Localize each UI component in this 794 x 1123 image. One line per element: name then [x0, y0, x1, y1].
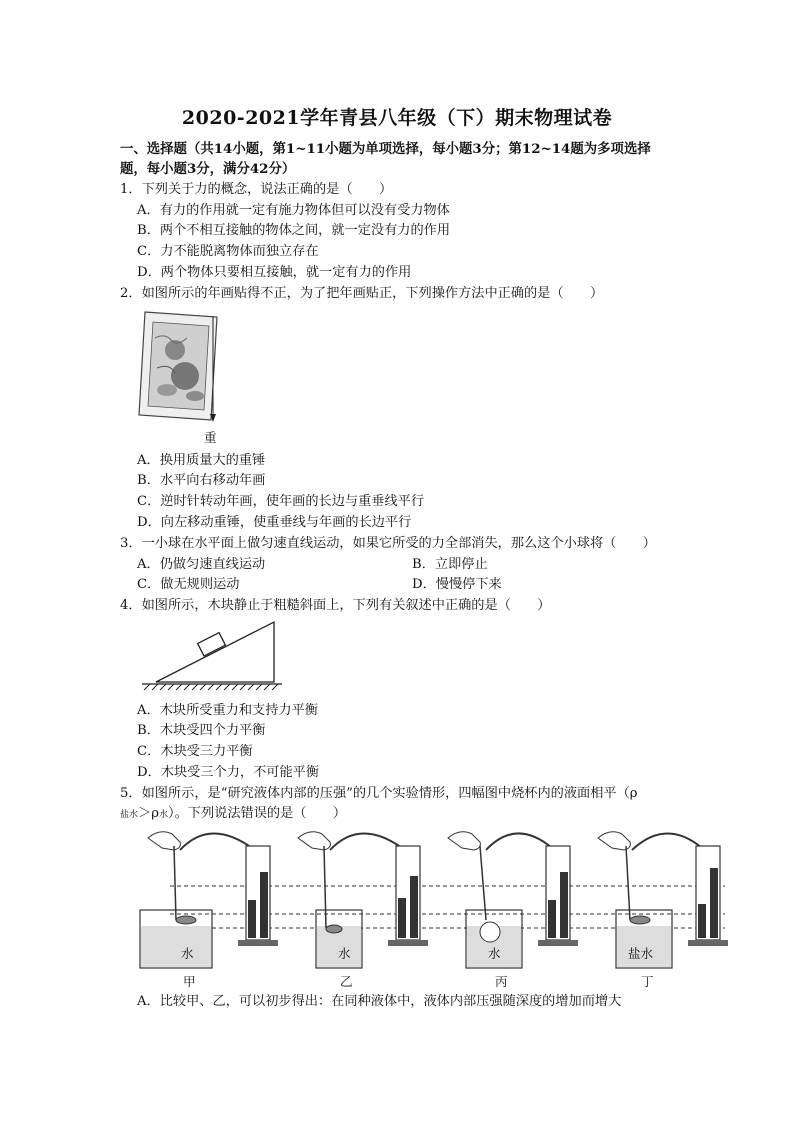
question-3-option-b: B．立即停止	[412, 557, 488, 572]
question-4-option-a: A．木块所受重力和支持力平衡	[137, 703, 318, 718]
question-3-option-a: A．仍做匀速直线运动	[137, 557, 266, 572]
question-4-option-b: B．木块受四个力平衡	[137, 723, 266, 738]
question-2-option-c: C．逆时针转动年画，使年画的长边与重垂线平行	[137, 494, 425, 509]
question-2-stem: 2．如图所示的年画贴得不正，为了把年画贴正，下列操作方法中正确的是（ ）	[120, 286, 604, 301]
new-year-painting-figure	[135, 308, 225, 438]
incline-block-figure	[138, 618, 288, 693]
setup-ding	[598, 832, 728, 968]
question-4-option-c: C．木块受三力平衡	[137, 744, 253, 759]
question-5-stem-line1: 5．如图所示，是“研究液体内部的压强”的几个实验情形，四幅图中烧杯内的液面相平（ρ	[120, 786, 638, 801]
question-2-option-d: D．向左移动重锤，使重垂线与年画的长边平行	[137, 515, 412, 530]
question-4-stem: 4．如图所示，木块静止于粗糙斜面上，下列有关叙述中正确的是（ ）	[120, 598, 551, 613]
question-3-option-d: D．慢慢停下来	[412, 577, 502, 592]
page-title: 2020-2021学年青县八年级（下）期末物理试卷	[181, 107, 613, 129]
plumb-label: 重	[204, 430, 217, 445]
question-1-option-d: D．两个物体只要相互接触，就一定有力的作用	[137, 265, 412, 280]
question-3-option-c: C．做无规则运动	[137, 577, 240, 592]
question-2-option-b: B．水平向右移动年画	[137, 473, 266, 488]
beaker-label-2: 水	[338, 946, 351, 961]
beaker-label-1: 水	[181, 946, 194, 961]
question-3-stem: 3．一小球在水平面上做匀速直线运动，如果它所受的力全部消失，那么这个小球将（ ）	[120, 536, 656, 551]
section-heading-line2: 题，每小题3分，满分42分）	[120, 161, 296, 177]
beaker-label-3: 水	[488, 946, 501, 961]
caption-bing: 丙	[495, 974, 508, 989]
caption-yi: 乙	[340, 974, 353, 989]
setup-bing	[448, 832, 578, 968]
question-1-option-c: C．力不能脱离物体而独立存在	[137, 244, 319, 259]
density-subscript-water: 水	[158, 810, 168, 820]
question-2-option-a: A．换用质量大的重锤	[137, 453, 266, 468]
question-1-option-a: A．有力的作用就一定有施力物体但可以没有受力物体	[137, 203, 450, 218]
caption-jia: 甲	[183, 974, 196, 989]
beaker-label-4: 盐水	[628, 946, 654, 961]
setup-jia	[140, 832, 278, 968]
question-5-stem-end: ）。下列说法错误的是（ ）	[167, 806, 347, 821]
setup-yi	[298, 832, 428, 968]
question-5-option-a: A．比较甲、乙，可以初步得出：在同种液体中，液体内部压强随深度的增加而增大	[137, 994, 622, 1009]
question-4-option-d: D．木块受三个力，不可能平衡	[137, 765, 320, 780]
question-5-stem-line2	[120, 805, 346, 824]
question-1-stem: 1．下列关于力的概念，说法正确的是（ ）	[120, 182, 393, 197]
density-subscript-saltwater: 盐水	[120, 810, 139, 820]
density-comparison: ＞ρ	[138, 806, 159, 821]
section-heading-line1: 一、选择题（共14小题，第1~11小题为单项选择，每小题3分；第12~14题为多项选择	[120, 141, 651, 157]
caption-ding: 丁	[641, 974, 654, 989]
question-1-option-b: B．两个不相互接触的物体之间，就一定没有力的作用	[137, 223, 451, 238]
liquid-pressure-experiment-figure	[140, 828, 730, 988]
